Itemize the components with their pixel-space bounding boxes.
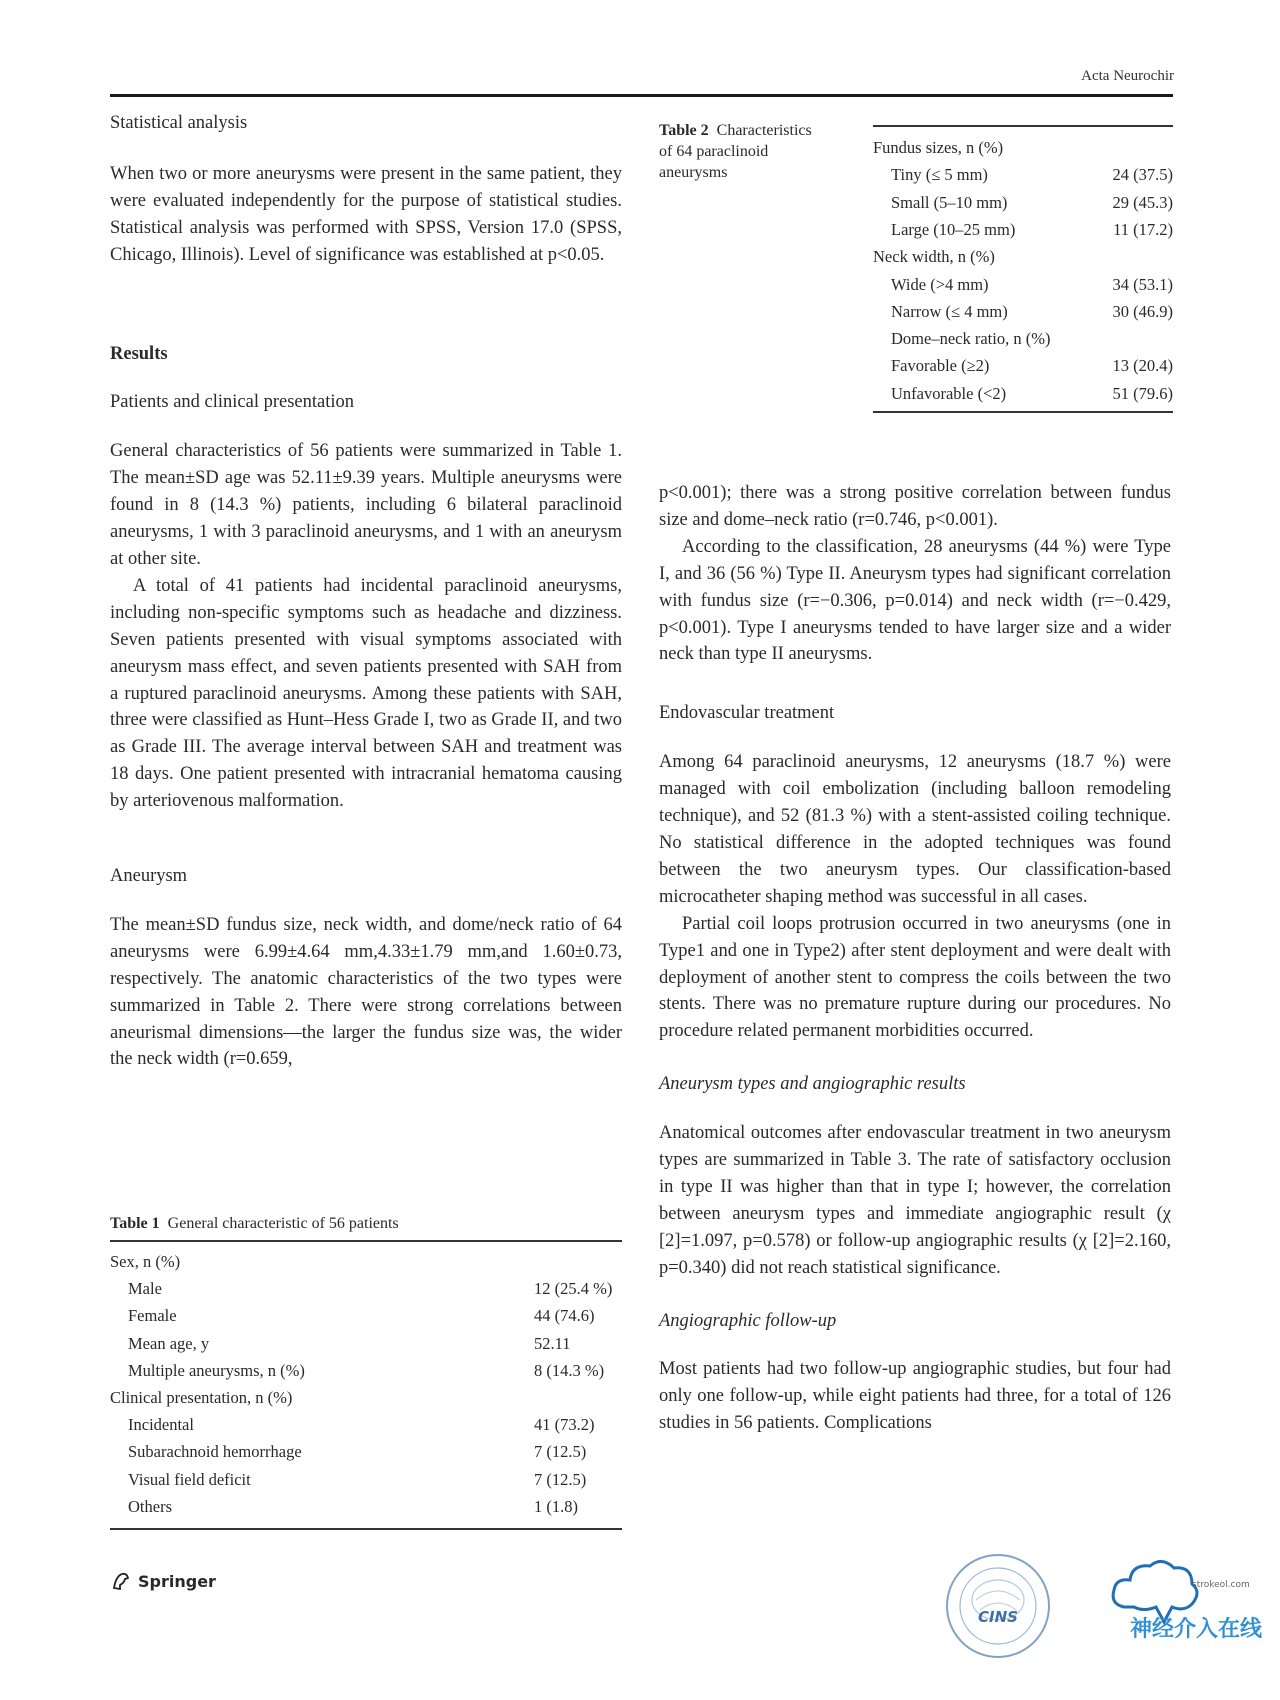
seal-text: CINS <box>978 1608 1018 1626</box>
table1-row-label: Multiple aneurysms, n (%) <box>128 1360 305 1380</box>
endovascular-paragraph-1: Among 64 paraclinoid aneurysms, 12 aneurysms (18.7 %) were managed with coil embolization (including balloon remodeling technique), and 52 (81.3 %) with a stent-assisted coiling technique. No statistical difference in the adopted techniques was found between the two aneurysm types. Our classification-based microcatheter shaping method was successful in all cases. <box>659 752 1171 907</box>
table2-row-label: Wide (>4 mm) <box>891 274 989 294</box>
table2-row-value: 34 (53.1) <box>1112 274 1173 294</box>
table2-caption <box>659 120 829 183</box>
table2-row-value: 24 (37.5) <box>1112 165 1173 185</box>
patients-heading: Patients and clinical presentation <box>110 392 355 413</box>
table1-row-value: 41 (73.2) <box>534 1415 595 1435</box>
header-rule <box>110 94 1173 97</box>
table1-bottom-rule <box>110 1528 622 1530</box>
table2-row-label: Narrow (≤ 4 mm) <box>891 301 1008 321</box>
table2-row-value: 51 (79.6) <box>1112 383 1173 403</box>
publisher-name: Springer <box>138 1571 216 1591</box>
table1-caption <box>110 1213 399 1234</box>
brand-logo <box>1096 1552 1276 1672</box>
table2-label: Table 2 <box>659 122 709 139</box>
table1-row-value: 52.11 <box>534 1333 571 1353</box>
table2-row-label: Dome–neck ratio, n (%) <box>891 329 1051 349</box>
table2-row-value: 13 (20.4) <box>1112 356 1173 376</box>
classification-paragraph: According to the classification, 28 aneurysms (44 %) were Type I, and 36 (56 %) Type II. Aneurysm types had significant correlation with fundus size (r=−0.306, p=0.014) and neck width (r=−0.429, p<0.001). Type I aneurysms tended to have larger size and a wider neck than type II aneurysms. <box>659 536 1171 665</box>
table2-title-line-1: Characteristics <box>716 122 812 139</box>
aneurysm-types-heading: Aneurysm types and angiographic results <box>659 1074 966 1095</box>
table1-row-label: Subarachnoid hemorrhage <box>128 1442 302 1462</box>
table1-row-value: 1 (1.8) <box>534 1496 578 1516</box>
table2-title-line-3: aneurysms <box>659 164 728 181</box>
table2-row-label: Large (10–25 mm) <box>891 219 1016 239</box>
table2-bottom-rule <box>873 411 1173 413</box>
publisher-logo <box>110 1570 216 1592</box>
table1-row-label: Mean age, y <box>128 1333 210 1353</box>
aneurysm-types-paragraph: Anatomical outcomes after endovascular treatment in two aneurysm types are summarized in Table 3. The rate of satisfactory occlusion in type II was higher than that in type I; however, the correlation between aneurysm types and immediate angiographic result (χ [2]=1.097, p=0.578) or follow-up angiographic results (χ [2]=2.160, p=0.340) did not reach statistical significance. <box>659 1123 1171 1278</box>
statistical-analysis-heading: Statistical analysis <box>110 113 248 133</box>
left-column <box>110 110 622 1073</box>
table1-row-label: Visual field deficit <box>128 1469 251 1489</box>
table2-title-line-2: of 64 paraclinoid <box>659 143 769 160</box>
table1-row-label: Others <box>128 1496 172 1516</box>
site-url: strokeol.com <box>1192 1580 1250 1590</box>
table1-row-value: 44 (74.6) <box>534 1306 595 1326</box>
table2-row-label: Tiny (≤ 5 mm) <box>891 165 988 185</box>
table2-row-value: 30 (46.9) <box>1112 301 1173 321</box>
table1-row-label: Female <box>128 1306 177 1326</box>
angiographic-followup-heading: Angiographic follow-up <box>659 1310 837 1331</box>
patients-paragraph-1: General characteristics of 56 patients were summarized in Table 1. The mean±SD age was 52.11±9.39 years. Multiple aneurysms were found in 8 (14.3 %) patients, including 6 bilateral paraclinoid aneurysms, 1 with 3 paraclinoid aneurysms, and 1 with an aneurysm at other site. <box>110 441 622 569</box>
table2-row-label: Neck width, n (%) <box>873 247 995 267</box>
cins-seal-logo <box>944 1552 1052 1660</box>
table2-row-value: 29 (45.3) <box>1112 192 1173 212</box>
table2-row-label: Small (5–10 mm) <box>891 192 1008 212</box>
table1-row-label: Clinical presentation, n (%) <box>110 1388 293 1407</box>
patients-paragraph-2: A total of 41 patients had incidental paraclinoid aneurysms, including non-specific symptoms such as headache and dizziness. Seven patients presented with visual symptoms associated with aneurysm mass effect, and seven patients presented with SAH from a ruptured paraclinoid aneurysms. Among these patients with SAH, three were classified as Hunt–Hess Grade I, two as Grade II, and two as Grade III. The average interval between SAH and treatment was 18 days. One patient presented with intracranial hematoma causing by arteriovenous malformation. <box>110 575 622 812</box>
table2-row-label: Fundus sizes, n (%) <box>873 138 1004 157</box>
table1-row-value: 8 (14.3 %) <box>534 1360 605 1380</box>
table1-row-label: Sex, n (%) <box>110 1252 181 1271</box>
springer-horse-icon <box>110 1570 132 1592</box>
endovascular-paragraph-2: Partial coil loops protrusion occurred in two aneurysms (one in Type1 and one in Type2) after stent deployment and were dealt with deployment of another stent to compress the coils between the two stents. There was no premature rupture during our procedures. No procedure related permanent morbidities occurred. <box>659 913 1171 1042</box>
table1-top-rule <box>110 1240 622 1242</box>
angiographic-followup-paragraph: Most patients had two follow-up angiographic studies, but four had only one follow-up, while eight patients had three, for a total of 126 studies in 56 patients. Complications <box>659 1359 1171 1434</box>
table1-row-value: 12 (25.4 %) <box>534 1279 613 1299</box>
results-heading: Results <box>110 343 168 364</box>
table1-title: General characteristic of 56 patients <box>167 1215 399 1232</box>
table1-row-value: 7 (12.5) <box>534 1442 587 1462</box>
journal-name: Acta Neurochir <box>1081 68 1174 84</box>
table1-label: Table 1 <box>110 1215 160 1232</box>
statistical-analysis-paragraph: When two or more aneurysms were present in the same patient, they were evaluated independently for the purpose of statistical studies. Statistical analysis was performed with SPSS, Version 17.0 (SPSS, Chicago, Illinois). Level of significance was established at p<0.05. <box>110 163 622 265</box>
endovascular-heading: Endovascular treatment <box>659 703 835 724</box>
table1-row-value: 7 (12.5) <box>534 1469 587 1489</box>
aneurysm-heading: Aneurysm <box>110 866 188 887</box>
table2-row-label: Favorable (≥2) <box>891 356 990 376</box>
brand-name: 神经介入在线 <box>1130 1617 1263 1642</box>
aneurysm-paragraph: The mean±SD fundus size, neck width, and dome/neck ratio of 64 aneurysms were 6.99±4.64 mm,4.33±1.79 mm,and 1.60±0.73, respectively. The anatomic characteristics of the two types were summarized in Table 2. There were strong correlations between aneurismal dimensions—the larger the fundus size was, the wider the neck width (r=0.659, <box>110 914 622 1070</box>
table2-row-label: Unfavorable (<2) <box>891 383 1007 403</box>
table1-row-label: Incidental <box>128 1415 194 1435</box>
table2-top-rule <box>873 125 1173 127</box>
right-column <box>659 480 1171 1437</box>
correlation-continuation-paragraph: p<0.001); there was a strong positive correlation between fundus size and dome–neck ratio (r=0.746, p<0.001). <box>659 483 1171 530</box>
table2-row-value: 11 (17.2) <box>1113 219 1173 239</box>
table1-row-label: Male <box>128 1279 162 1299</box>
